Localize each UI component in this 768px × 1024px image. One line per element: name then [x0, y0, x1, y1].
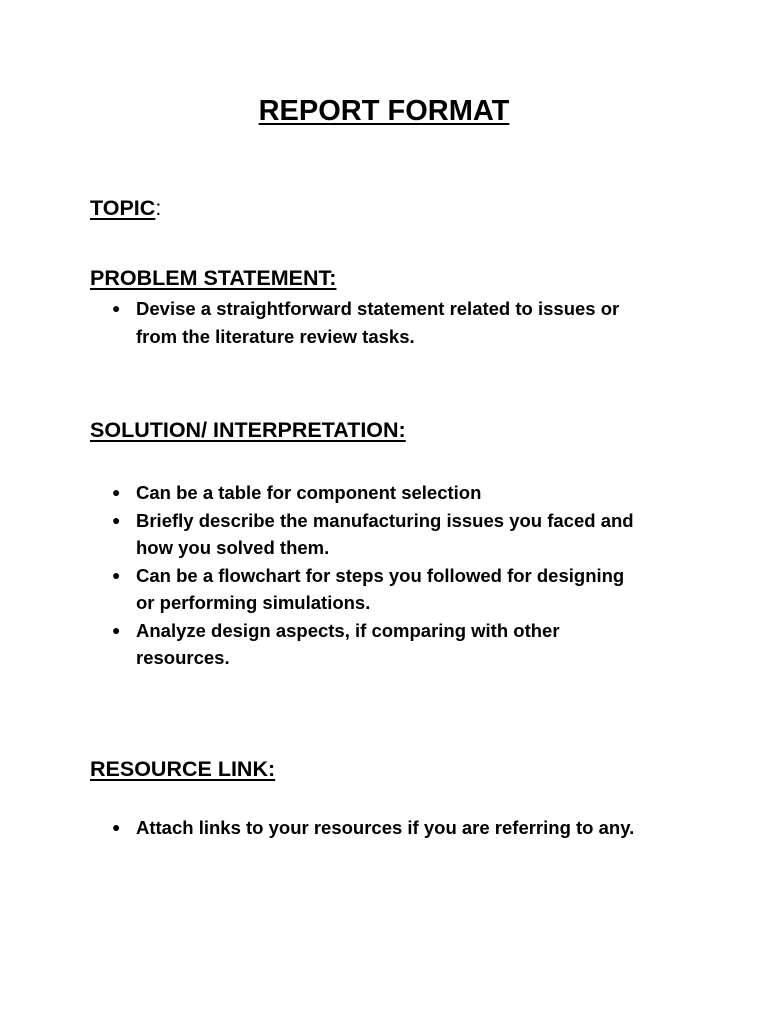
topic-label: TOPIC: [90, 196, 156, 220]
list-item-line: Can be a flowchart for steps you followed for designing: [136, 564, 625, 586]
list-item: [112, 617, 712, 672]
bullet-icon: ●: [112, 511, 121, 528]
problem-statement-heading-text: PROBLEM STATEMENT:: [90, 266, 337, 290]
problem-statement-list: [112, 295, 712, 350]
list-item-line: resources.: [136, 647, 230, 668]
resource-link-list: [112, 814, 712, 842]
document-title-text: REPORT FORMAT: [258, 95, 510, 127]
list-item-line: Analyze design aspects, if comparing with other: [136, 619, 560, 641]
list-item-line: from the literature review tasks.: [136, 325, 415, 347]
topic-heading: [90, 194, 161, 222]
solution-list: [112, 479, 712, 672]
resource-link-heading-text: RESOURCE LINK:: [90, 757, 276, 781]
list-item-line: Attach links to your resources if you are referring to any.: [136, 817, 635, 838]
list-item-line: Devise a straightforward statement related to issues or: [136, 298, 620, 319]
bullet-icon: ●: [112, 484, 121, 500]
list-item-line: or performing simulations.: [136, 592, 371, 613]
solution-heading: [90, 416, 406, 444]
bullet-icon: ●: [112, 566, 121, 583]
document-title: [0, 93, 768, 129]
resource-link-heading: [90, 755, 275, 783]
list-item-line: Can be a table for component selection: [136, 482, 482, 503]
bullet-icon: ●: [112, 621, 121, 638]
bullet-icon: ●: [112, 300, 121, 316]
list-item: [112, 507, 712, 562]
list-item-line: Briefly describe the manufacturing issues you faced and: [136, 509, 634, 531]
list-item: [112, 814, 712, 842]
solution-heading-text: SOLUTION/ INTERPRETATION:: [90, 418, 406, 442]
list-item: [112, 562, 712, 617]
list-item: [112, 479, 712, 507]
list-item-line: how you solved them.: [136, 537, 330, 558]
list-item: [112, 295, 712, 350]
topic-colon: :: [155, 196, 162, 220]
problem-statement-heading: [90, 264, 336, 292]
bullet-icon: ●: [112, 819, 121, 835]
